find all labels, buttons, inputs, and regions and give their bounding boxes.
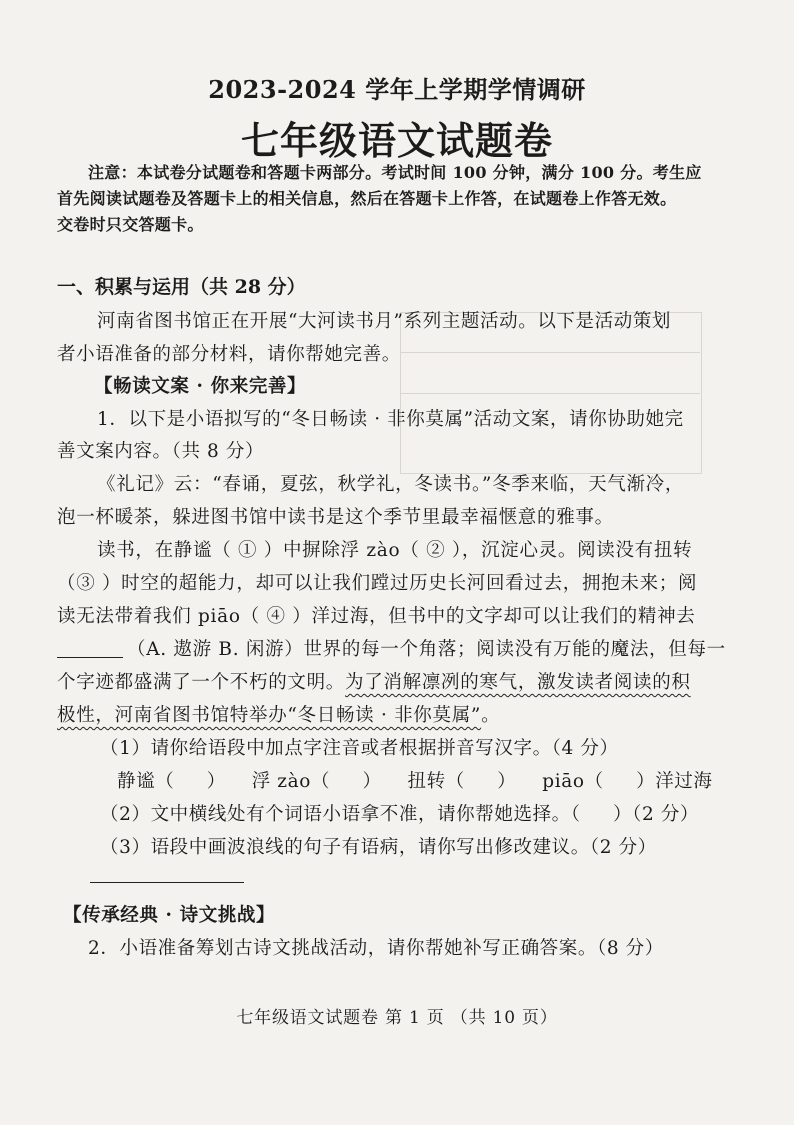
wavy-underlined-sentence-part-1: 为了消解凛冽的寒气，激发读者阅读的积 <box>345 672 691 693</box>
notice-line-1: 注意：本试卷分试题卷和答题卡两部分。考试时间 100 分钟，满分 100 分。考生应 <box>88 163 702 182</box>
bleed-through-table-row <box>400 352 700 394</box>
passage-line-2: 泡一杯暖茶，躲进图书馆中读书是这个季节里最幸福惬意的雅事。 <box>57 507 614 528</box>
exam-title: 七年级语文试题卷 <box>240 118 553 163</box>
sub-question-1: （1）请你给语段中加点字注音或者根据拼音写汉字。（4 分） <box>100 738 619 759</box>
notice-line-3: 交卷时只交答题卡。 <box>57 215 204 234</box>
sub-question-1-items: 静谧（ ） 浮 zào（ ） 扭转（ ） piāo（ ）洋过海 <box>117 771 713 792</box>
question-1-line-2: 善文案内容。（共 8 分） <box>57 441 265 462</box>
section-intro-line-1: 河南省图书馆正在开展“大河读书月”系列主题活动。以下是活动策划 <box>97 311 672 332</box>
passage-line-4: （③ ）时空的超能力，却可以让我们蹚过历史长河回看过去，拥抱未来；阅 <box>57 573 698 594</box>
passage-line-8 <box>57 701 500 727</box>
fill-blank-line <box>57 639 123 658</box>
passage-line-7-text: 个字迹都盛满了一个不朽的文明。 <box>57 672 346 693</box>
passage-line-8-end: 。 <box>481 705 501 726</box>
passage-line-5: 读无法带着我们 piāo（ ④ ）洋过海，但书中的文字却可以让我们的精神去 <box>57 606 696 627</box>
passage-line-6 <box>57 635 726 661</box>
notice-line-2: 首先阅读试题卷及答题卡上的相关信息，然后在答题卡上作答，在试题卷上作答无效。 <box>57 189 677 208</box>
section-heading: 一、积累与运用（共 28 分） <box>57 276 306 298</box>
sub-question-2: （2）文中横线处有个词语小语拿不准，请你帮她选择。（ ）（2 分） <box>100 804 700 825</box>
passage-line-6-text: （A. 遨游 B. 闲游）世界的每一个角落；阅读没有万能的魔法，但每一 <box>127 639 726 660</box>
section-intro-line-2: 者小语准备的部分材料，请你帮她完善。 <box>57 344 401 365</box>
part-2-heading: 【传承经典 · 诗文挑战】 <box>63 905 276 926</box>
section-divider <box>90 882 244 883</box>
page-footer: 七年级语文试题卷 第 1 页 （共 10 页） <box>236 1008 558 1028</box>
exam-subtitle: 2023-2024 学年上学期学情调研 <box>208 75 586 104</box>
passage-line-7 <box>57 668 691 694</box>
wavy-underlined-sentence-part-2: 极性，河南省图书馆特举办“冬日畅读 · 非你莫属” <box>57 705 482 726</box>
sub-question-3: （3）语段中画波浪线的句子有语病，请你写出修改建议。（2 分） <box>100 837 657 858</box>
question-2: 2．小语准备筹划古诗文挑战活动，请你帮她补写正确答案。（8 分） <box>88 938 664 959</box>
question-1-line-1: 1．以下是小语拟写的“冬日畅读 · 非你莫属”活动文案，请你协助她完 <box>97 409 684 430</box>
part-heading: 【畅读文案 · 你来完善】 <box>94 376 307 397</box>
passage-line-1: 《礼记》云：“春诵，夏弦，秋学礼，冬读书。”冬季来临，天气渐冷， <box>97 474 685 495</box>
passage-line-3: 读书，在静谧（ ① ）中摒除浮 zào（ ② ），沉淀心灵。阅读没有扭转 <box>97 540 693 561</box>
